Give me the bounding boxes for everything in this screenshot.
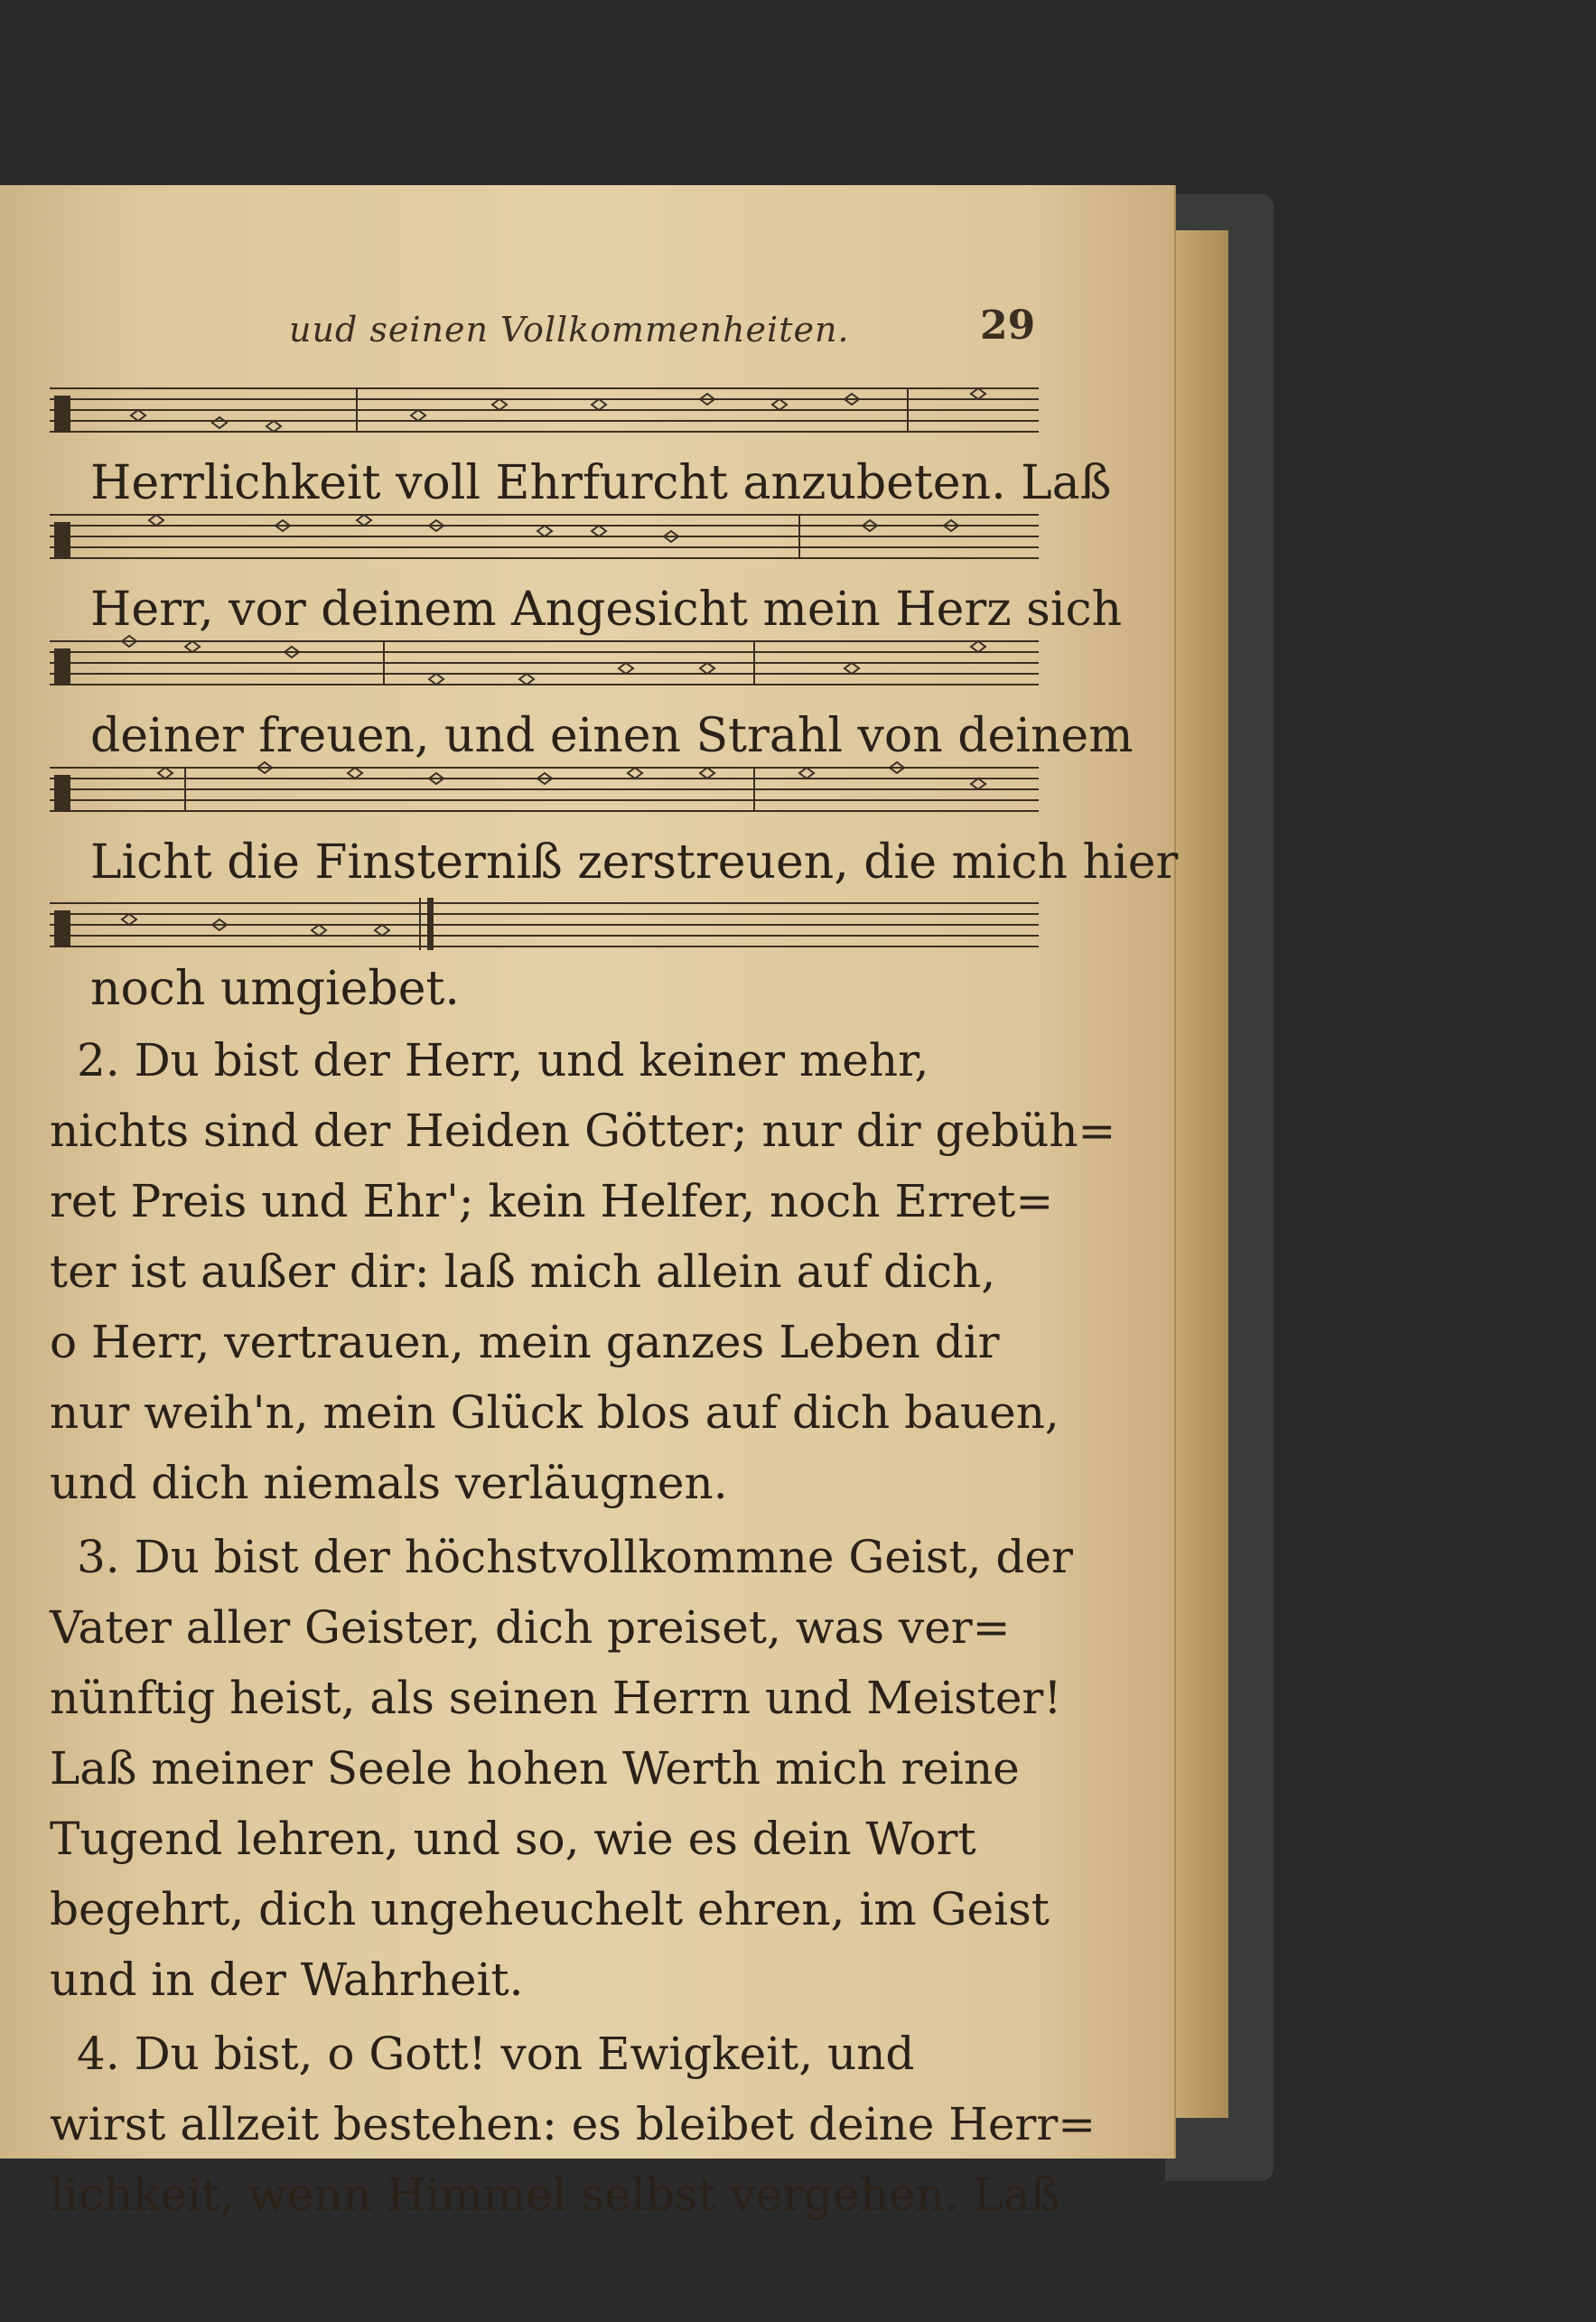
verse-3: [50, 1522, 1073, 2015]
verse-3-line: 3. Du bist der höchstvollkommne Geist, der: [77, 1531, 1073, 1583]
verse-3-line: und in der Wahrheit.: [50, 1954, 524, 2006]
verse-4-line: wirst allzeit bestehen: es bleibet deine Herr=: [50, 2098, 1097, 2150]
music-staff-2: [50, 506, 1039, 569]
verse-4: [50, 2019, 1097, 2159]
verse-2-line: und dich niemals verläugnen.: [50, 1457, 728, 1509]
verse-2-line: nichts sind der Heiden Götter; nur dir gebüh=: [50, 1105, 1116, 1157]
running-header: [0, 303, 1174, 357]
verse-2: [50, 1025, 1116, 1518]
verse-3-line: nünftig heist, als seinen Herrn und Meister!: [50, 1672, 1062, 1724]
lyric-line-1: Herrlichkeit voll Ehrfurcht anzubeten. Laß: [90, 456, 1112, 510]
music-staff-1: [50, 379, 1039, 443]
music-staff-4: [50, 759, 1039, 822]
verse-4-last: [50, 2159, 1060, 2230]
lyric-line-2: Herr, vor deinem Angesicht mein Herz sich: [90, 583, 1123, 637]
verse-4-line: 4. Du bist, o Gott! von Ewigkeit, und: [77, 2028, 915, 2080]
verse-2-line: ret Preis und Ehr'; kein Helfer, noch Erret=: [50, 1175, 1054, 1227]
music-staff-5: [50, 894, 1039, 957]
verse-2-line: ter ist außer dir: laß mich allein auf dich,: [50, 1245, 996, 1298]
lyric-line-5: noch umgiebet.: [90, 962, 460, 1016]
verse-2-line: nur weih'n, mein Glück blos auf dich bauen,: [50, 1386, 1059, 1439]
running-title: uud seinen Vollkommenheiten.: [289, 310, 850, 350]
verse-3-line: Laß meiner Seele hohen Werth mich reine: [50, 1742, 1020, 1795]
page-number: 29: [980, 303, 1036, 349]
verse-3-line: Tugend lehren, und so, wie es dein Wort: [50, 1813, 976, 1865]
lyric-line-4: Licht die Finsterniß zerstreuen, die mich hier: [90, 835, 1179, 890]
music-staff-3: [50, 632, 1039, 695]
verse-2-line: o Herr, vertrauen, mein ganzes Leben dir: [50, 1316, 1000, 1368]
lyric-line-3: deiner freuen, und einen Strahl von deinem: [90, 709, 1134, 763]
verse-3-line: Vater aller Geister, dich preiset, was ver=: [50, 1601, 1011, 1654]
verse-3-line: begehrt, dich ungeheuchelt ehren, im Geist: [50, 1883, 1050, 1935]
verse-4-line: lichkeit, wenn Himmel selbst vergehen. Laß: [50, 2168, 1060, 2221]
verse-2-line: 2. Du bist der Herr, und keiner mehr,: [77, 1034, 929, 1086]
book-page: [0, 185, 1179, 2221]
